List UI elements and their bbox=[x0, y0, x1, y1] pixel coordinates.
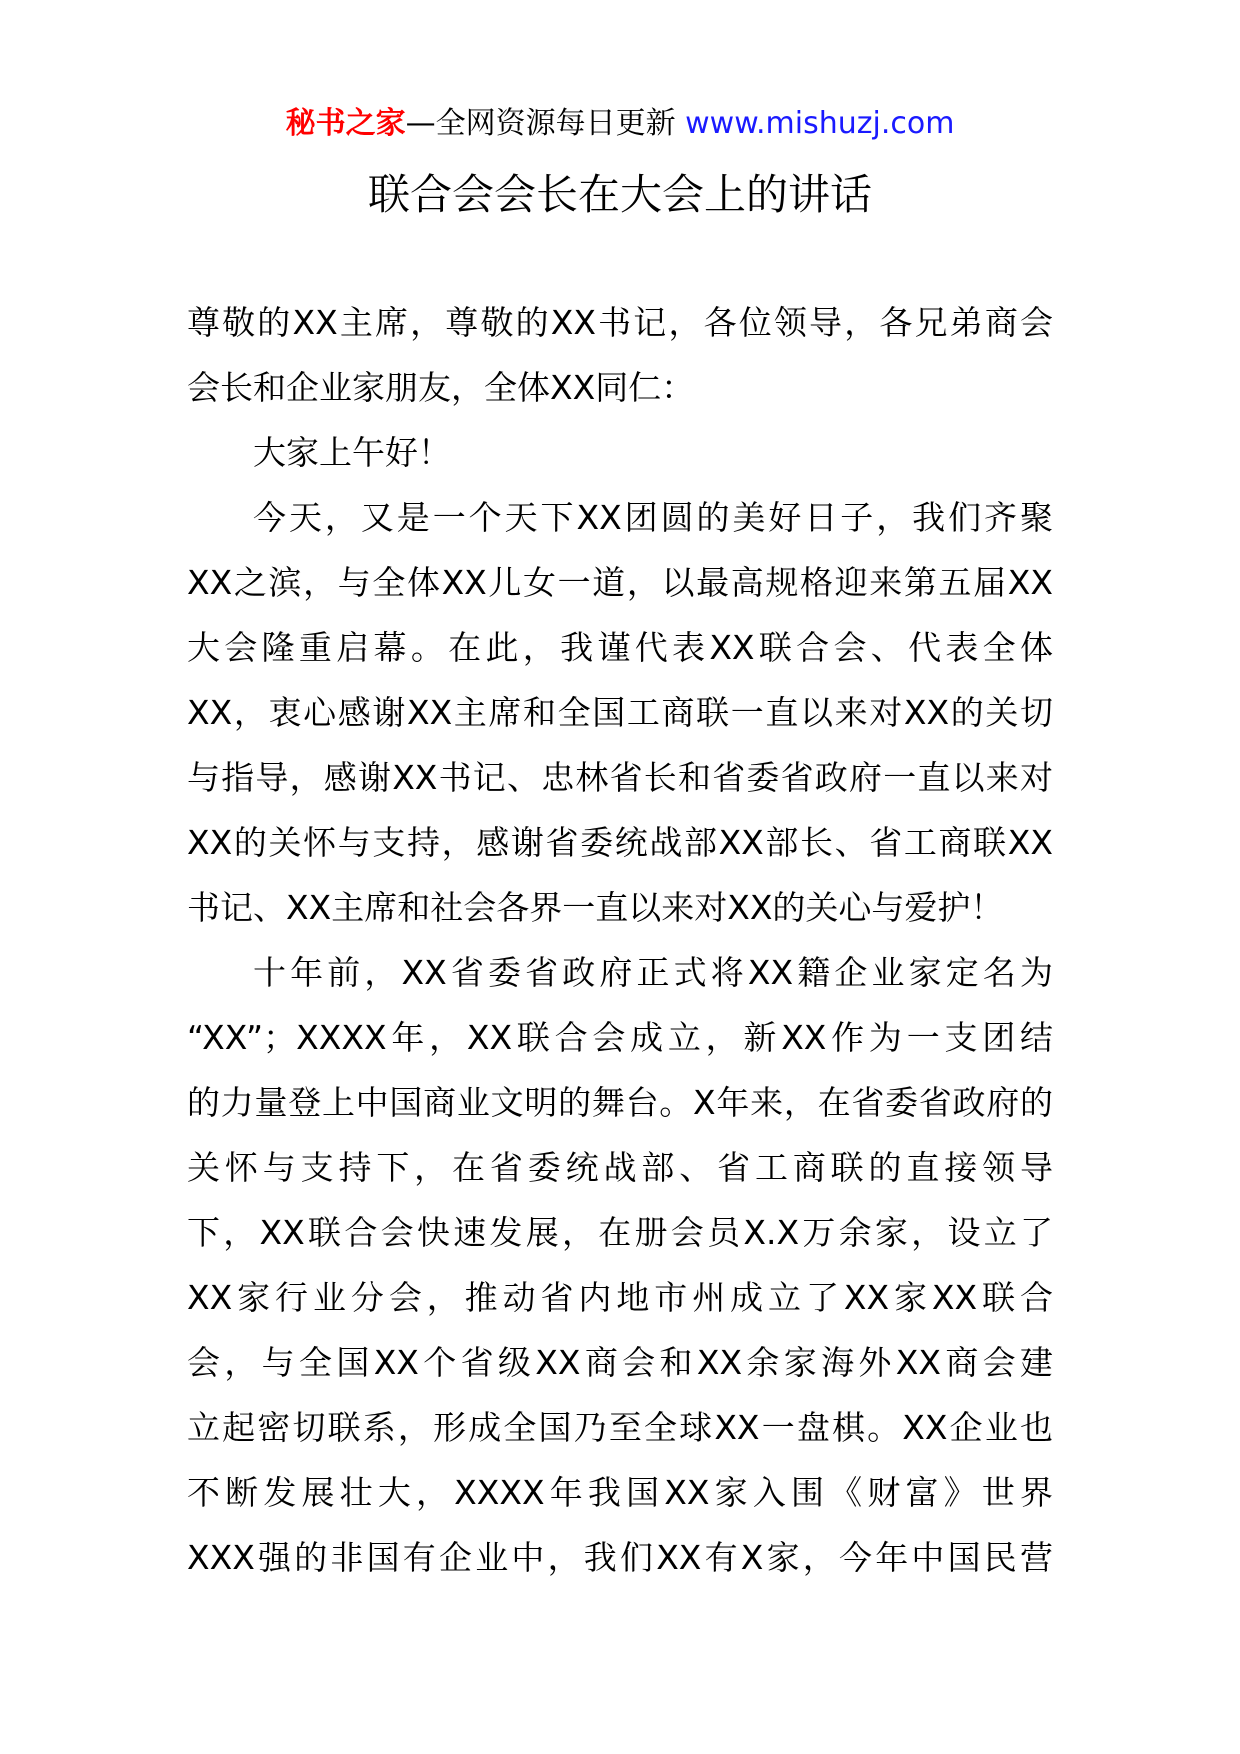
body-line: XX家行业分会，推动省内地市州成立了XX家XX联合 bbox=[187, 1278, 1053, 1317]
document-title: 联合会会长在大会上的讲话 bbox=[367, 170, 872, 219]
body-line: 关怀与支持下，在省委统战部、省工商联的直接领导 bbox=[187, 1148, 1053, 1187]
body-line: XX之滨，与全体XX儿女一道，以最高规格迎来第五届XX bbox=[187, 563, 1053, 602]
body-line: 十年前，XX省委省政府正式将XX籍企业家定名为 bbox=[253, 953, 1053, 992]
body-line: 书记、XX主席和社会各界一直以来对XX的关心与爱护！ bbox=[187, 888, 1004, 927]
body-line: 不断发展壮大，XXXX年我国XX家入围《财富》世界 bbox=[187, 1473, 1053, 1512]
body-line: 会，与全国XX个省级XX商会和XX余家海外XX商会建 bbox=[187, 1343, 1053, 1382]
brand-name: 秘书之家 bbox=[285, 106, 406, 141]
body-line: 的力量登上中国商业文明的舞台。X年来，在省委省政府的 bbox=[187, 1083, 1053, 1122]
body-line: 今天，又是一个天下XX团圆的美好日子，我们齐聚 bbox=[253, 498, 1053, 537]
body-line: 尊敬的XX主席，尊敬的XX书记，各位领导，各兄弟商会 bbox=[187, 303, 1053, 342]
body-line: 下，XX联合会快速发展，在册会员X.X万余家，设立了 bbox=[187, 1213, 1053, 1252]
body-line: 大家上午好！ bbox=[253, 433, 451, 472]
document-body bbox=[187, 290, 1053, 1590]
body-line: 会长和企业家朋友，全体XX同仁： bbox=[187, 368, 695, 407]
header-tagline: —全网资源每日更新 bbox=[405, 106, 676, 141]
body-line: XX的关怀与支持，感谢省委统战部XX部长、省工商联XX bbox=[187, 823, 1053, 862]
body-line: 立起密切联系，形成全国乃至全球XX一盘棋。XX企业也 bbox=[187, 1408, 1053, 1447]
body-line: 与指导，感谢XX书记、忠林省长和省委省政府一直以来对 bbox=[187, 758, 1053, 797]
body-line: 大会隆重启幕。在此，我谨代表XX联合会、代表全体 bbox=[187, 628, 1053, 667]
site-url-link[interactable]: www.mishuzj.com bbox=[685, 106, 955, 141]
site-header bbox=[0, 100, 1240, 148]
body-line: XXX强的非国有企业中，我们XX有X家，今年中国民营 bbox=[187, 1538, 1053, 1577]
body-line: XX，衷心感谢XX主席和全国工商联一直以来对XX的关切 bbox=[187, 693, 1053, 732]
body-line: “XX”；XXXX年，XX联合会成立，新XX作为一支团结 bbox=[187, 1018, 1053, 1057]
